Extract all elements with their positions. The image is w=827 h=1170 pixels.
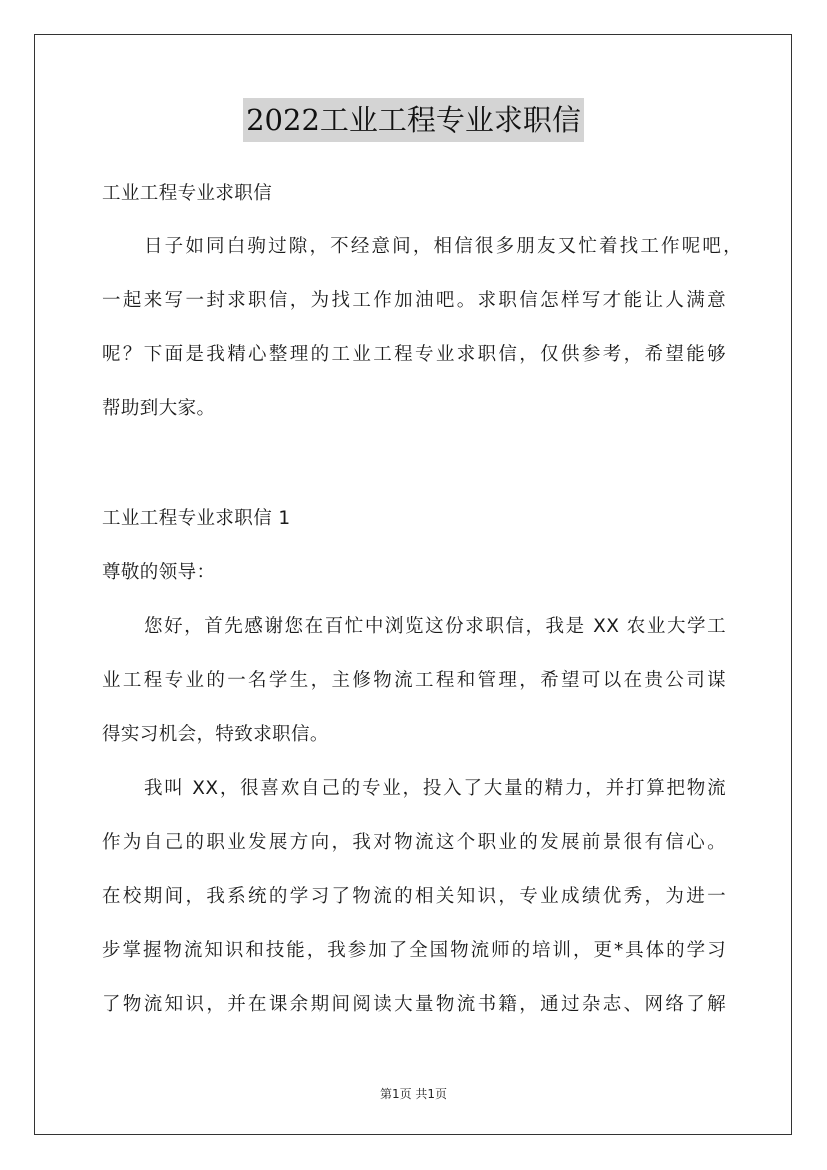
subheading: 工业工程专业求职信 xyxy=(102,183,273,204)
section-heading: 工业工程专业求职信 1 xyxy=(102,508,291,529)
intro-line-3: 呢？下面是我精心整理的工业工程专业求职信，仅供参考，希望能够 xyxy=(102,344,726,365)
intro-line-4: 帮助到大家。 xyxy=(102,398,216,419)
paragraph1-line-2: 业工程专业的一名学生，主修物流工程和管理，希望可以在贵公司谋 xyxy=(102,670,726,691)
paragraph1-line-3: 得实习机会，特致求职信。 xyxy=(102,724,329,745)
paragraph2-line-4: 步掌握物流知识和技能，我参加了全国物流师的培训，更*具体的学习 xyxy=(102,940,726,961)
paragraph2-line-1: 我叫 XX，很喜欢自己的专业，投入了大量的精力，并打算把物流 xyxy=(144,778,726,799)
intro-line-1: 日子如同白驹过隙，不经意间，相信很多朋友又忙着找工作呢吧， xyxy=(144,236,742,257)
paragraph2-line-2: 作为自己的职业发展方向，我对物流这个职业的发展前景很有信心。 xyxy=(102,832,726,853)
document-title: 2022工业工程专业求职信 xyxy=(243,98,584,142)
title-container xyxy=(0,98,827,142)
paragraph1-line-1: 您好，首先感谢您在百忙中浏览这份求职信，我是 XX 农业大学工 xyxy=(144,616,726,637)
paragraph2-line-5: 了物流知识，并在课余期间阅读大量物流书籍，通过杂志、网络了解 xyxy=(102,994,726,1015)
salutation: 尊敬的领导： xyxy=(102,562,216,583)
page-footer: 第1页 共1页 xyxy=(379,1087,448,1101)
intro-line-2: 一起来写一封求职信，为找工作加油吧。求职信怎样写才能让人满意 xyxy=(102,290,726,311)
paragraph2-line-3: 在校期间，我系统的学习了物流的相关知识，专业成绩优秀，为进一 xyxy=(102,886,726,907)
